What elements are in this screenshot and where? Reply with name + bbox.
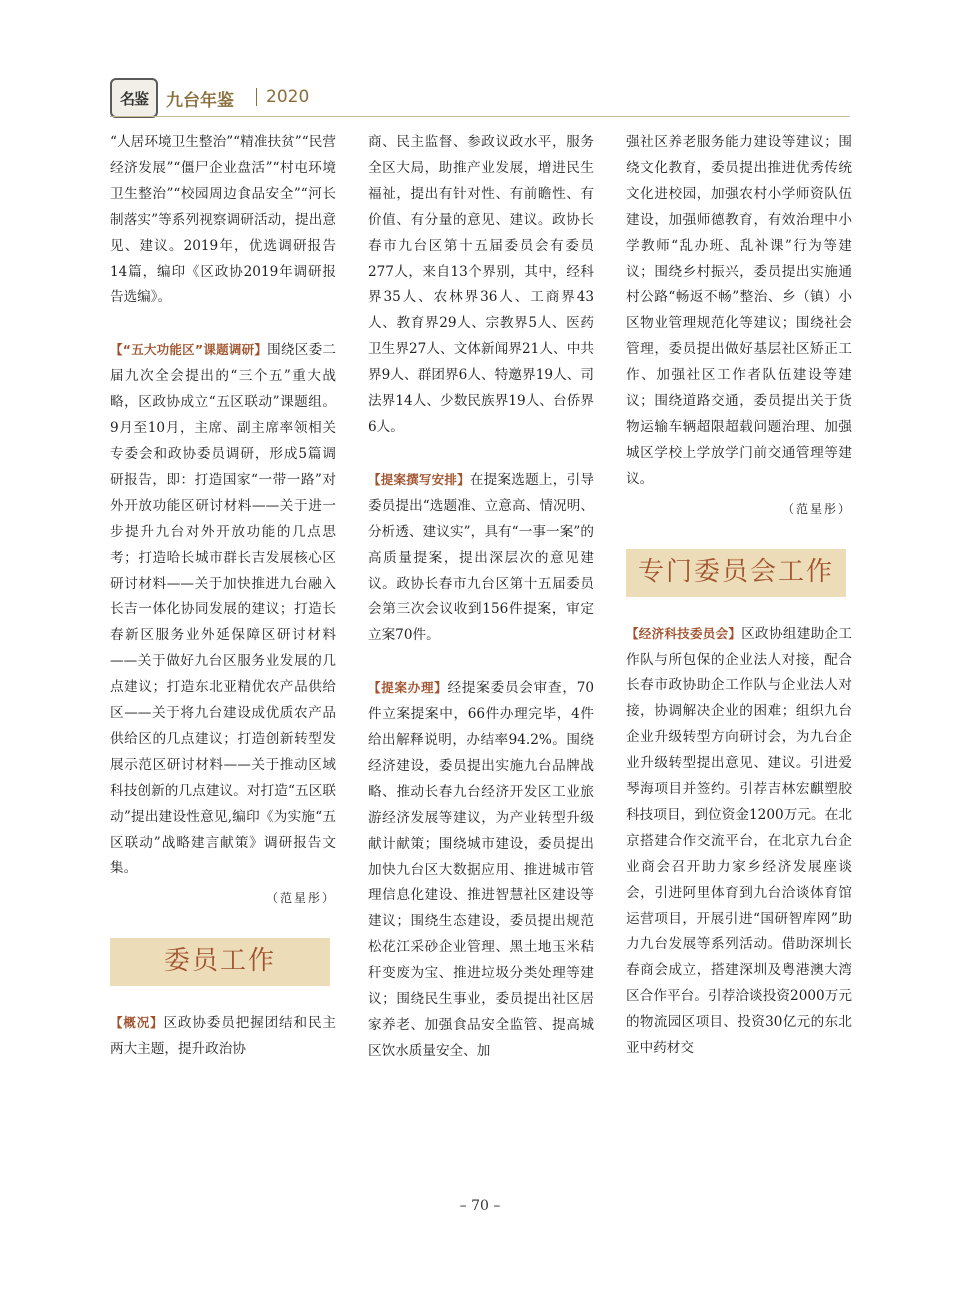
spacer (110, 311, 336, 337)
paragraph: 商、民主监督、参政议政水平，服务全区大局，助推产业发展，增进民生福祉，提出有针对性、有前瞻性、有价值、有分量的意见、建议。政协长春市九台区第十五届委员会有委员277人，来自13个界别，其中，经科界35人、农林界36人、工商界43人、教育界29人、宗教界5人、医药卫生界27人、文体新闻界21人、中共界9人、群团界6人、特邀界19人、司法界14人、少数民族界19人、台侨界6人。 (368, 134, 594, 435)
paragraph (368, 675, 594, 1065)
paragraph (626, 621, 852, 1062)
yearbook-year: 2020 (266, 87, 310, 107)
section-tag: 【提案撰写安排】 (368, 471, 470, 487)
paragraph: 强社区养老服务能力建设等建议；围绕文化教育，委员提出推进优秀传统文化进校园，加强农村小学师资队伍建设，加强师德教育，有效治理中小学教师“乱办班、乱补课”行为等建议；围绕乡村振兴，委员提出实施通村公路“畅返不畅”整治、乡（镇）小区物业管理规范化等建议；围绕社会管理，委员提出做好基层社区矫正工作、加强社区工作者队伍建设等建议；围绕道路交通，委员提出关于货物运输车辆超限超载问题治理、加强城区学校上学放学门前交通管理等建议。 (626, 134, 852, 487)
section-tag: 【提案办理】 (368, 680, 448, 696)
spacer (368, 649, 594, 675)
spacer (368, 441, 594, 467)
section-heading: 专门委员会工作 (626, 549, 846, 597)
paragraph: “人居环境卫生整治”“精准扶贫”“民营经济发展”“僵尸企业盘活”“村屯环境卫生整治”“校园周边食品安全”“河长制落实”等系列视察调研活动，提出意见、建议。2019年，优选调研报告14篇，编印《区政协2019年调研报告选编》。 (110, 134, 336, 306)
author-credit: （范星彤） (265, 891, 336, 906)
page-number: – 70 – (459, 1198, 501, 1214)
page-header (110, 78, 850, 118)
paragraph-text: 经提案委员会审查，70件立案提案中，66件办理完毕，4件给出解释说明，办结率94.2%。围绕经济建设，委员提出实施九台品牌战略、推动长春九台经济开发区工业旅游经济发展等建议，为产业转型升级献计献策；围绕城市建设，委员提出加快九台区大数据应用、推进城市管理信息化建设、推进智慧社区建设等建议；围绕生态建设，委员提出规范松花江采砂企业管理、黑土地玉米秸秆变废为宝、推进垃圾分类处理等建议；围绕民生事业，委员提出社区居家养老、加强食品安全监管、提高城区饮水质量安全、加 (368, 680, 594, 1059)
yearbook-title: 九台年鉴 (166, 91, 234, 111)
section-tag: 【“五大功能区”课题调研】 (110, 342, 268, 358)
column-1 (110, 130, 336, 1063)
section-heading: 委员工作 (110, 938, 330, 986)
column-3 (626, 130, 852, 1062)
paragraph-text: 在提案选题上，引导委员提出“选题准、立意高、情况明、分析透、建议实”，具有“一事一案”的高质量提案，提出深层次的意见建议。政协长春市九台区第十五届委员会第三次会议收到156件提案，审定立案70件。 (368, 471, 594, 644)
paragraph-text: 围绕区委二届九次全会提出的“三个五”重大战略，区政协成立“五区联动”课题组。9月至10月，主席、副主席率领相关专委会和政协委员调研，形成5篇调研报告，即：打造国家“一带一路”对外开放功能区研讨材料——关于进一步提升九台对外开放功能的几点思考；打造哈长城市群长吉发展核心区研讨材料——关于加快推进九台融入长吉一体化协同发展的建议；打造长春新区服务业外延保障区研讨材料——关于做好九台区服务业发展的几点建议；打造东北亚精优农产品供给区——关于将九台建设成优质农产品供给区的几点建议；打造创新转型发展示范区研讨材料——关于推动区域科技创新的几点建议。对打造“五区联动”提出建设性意见,编印《为实施“五区联动”战略建言献策》调研报告文集。 (110, 342, 336, 877)
section-tag: 【经济科技委员会】 (626, 625, 742, 641)
paragraph-text: 区政协委员把握团结和民主两大主题，提升政治协 (110, 1015, 336, 1058)
author-credit: （范星彤） (781, 501, 852, 516)
paragraph (110, 1010, 336, 1063)
section-tag: 【概况】 (110, 1015, 164, 1031)
column-2 (368, 130, 594, 1065)
paragraph-text: 区政协组建助企工作队与所包保的企业法人对接，配合长春市政协助企工作队与企业法人对接，协调解决企业的困难；组织九台企业升级转型方向研讨会，为九台企业升级转型提出意见、建议。引进爱琴海项目并签约。引荐吉林宏麒塑胶科技项目，到位资金1200万元。在北京搭建合作交流平台，在北京九台企业商会召开助力家乡经济发展座谈会，引进阿里体育到九台洽谈体育馆运营项目，开展引进“国研智库网”助力九台发展等系列活动。借助深圳长春商会成立，搭建深圳及粤港澳大湾区合作平台。引荐洽谈投资2000万元的物流园区项目、投资30亿元的东北亚中药材交 (626, 625, 852, 1057)
paragraph (368, 467, 594, 649)
paragraph (110, 337, 336, 882)
header-rule (110, 116, 850, 117)
logo: 名鉴 (110, 78, 158, 118)
header-separator (256, 88, 257, 106)
